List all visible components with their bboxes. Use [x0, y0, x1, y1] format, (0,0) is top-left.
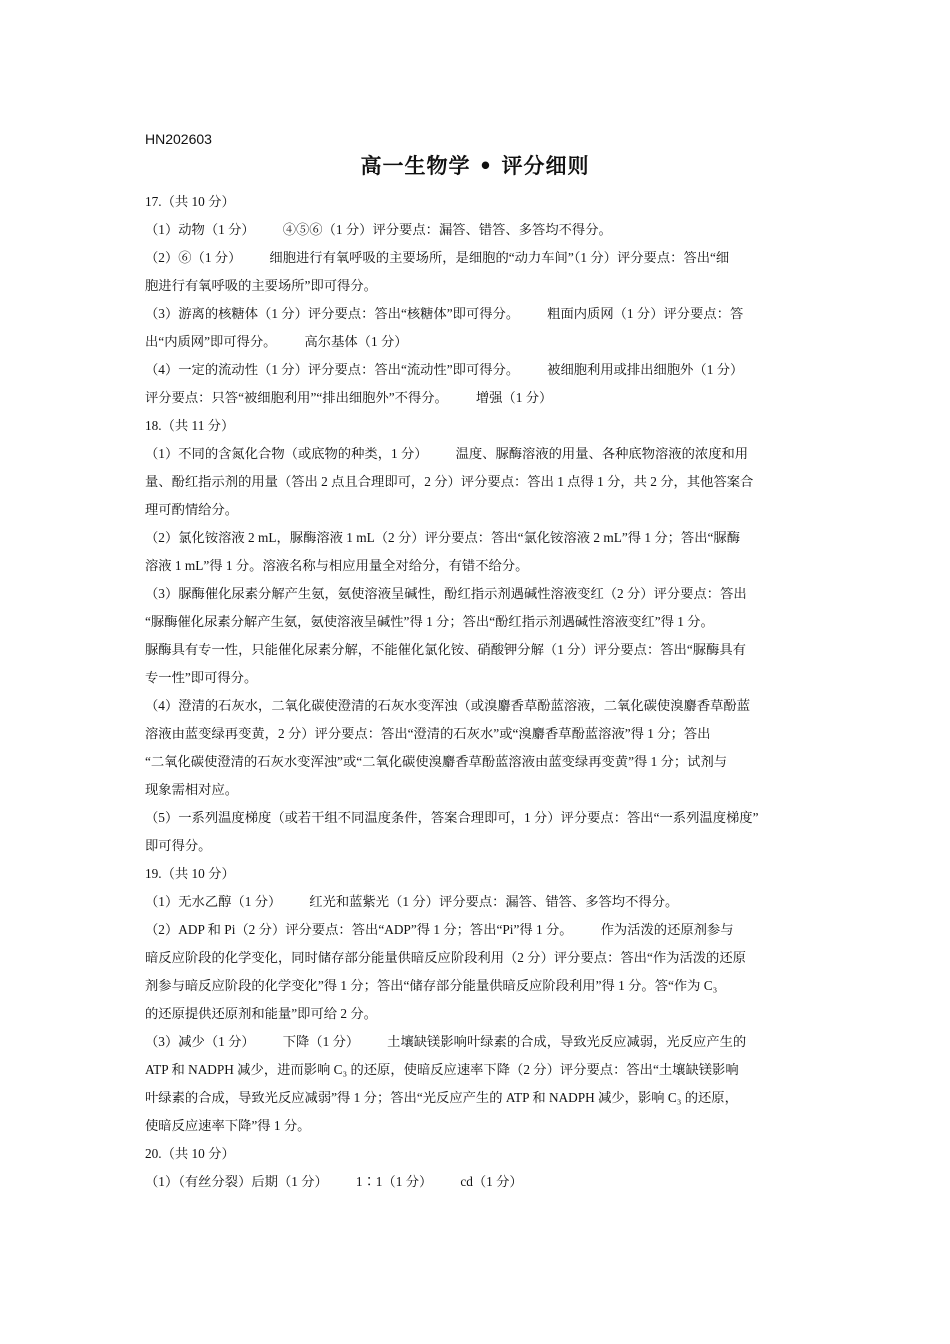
q17-heading: 17.（共 10 分） — [145, 194, 235, 209]
q19-part1-answer-a: （1）无水乙醇（1 分） — [145, 894, 282, 909]
q17-part2 — [145, 244, 815, 272]
q18-part4-cont3: 现象需相对应。 — [145, 782, 239, 797]
q17-part3-cont — [145, 328, 815, 356]
q17-part1-answer-b: ④⑤⑥（1 分）评分要点：漏答、错答、多答均不得分。 — [282, 222, 612, 237]
q18-part1 — [145, 440, 815, 468]
q19-part3-answer-a: （3）减少（1 分） — [145, 1034, 255, 1049]
document-code: HN202603 — [145, 131, 212, 147]
q18-part1-answer-a: （1）不同的含氮化合物（或底物的种类，1 分） — [145, 446, 428, 461]
q18-part4-cont2: “二氧化碳使澄清的石灰水变浑浊”或“二氧化碳使溴麝香草酚蓝溶液由蓝变绿再变黄”得 1 分；试剂与 — [145, 754, 728, 769]
q19-part2-cont2: 剂参与暗反应阶段的化学变化”得 1 分；答出“储存部分能量供暗反应阶段利用”得 1 分。答“作为 C₃ — [145, 978, 718, 993]
q18-part3-cont2: 脲酶具有专一性，只能催化尿素分解，不能催化氯化铵、硝酸钾分解（1 分）评分要点：答出“脲酶具有 — [145, 642, 746, 657]
q17-part4 — [145, 356, 815, 384]
q19-part3 — [145, 1028, 815, 1056]
q18-part4: （4）澄清的石灰水，二氧化碳使澄清的石灰水变浑浊（或溴麝香草酚蓝溶液，二氧化碳使溴麝香草酚蓝 — [145, 698, 751, 713]
q20-part1-answer-b: 1∶1（1 分） — [355, 1174, 433, 1189]
q17-part2-answer-b: 细胞进行有氧呼吸的主要场所，是细胞的“动力车间”（1 分）评分要点：答出“细 — [269, 250, 730, 265]
q17-part3-answer-c: 出“内质网”即可得分。 — [145, 334, 277, 349]
q17-part4-answer-a: （4）一定的流动性（1 分）评分要点：答出“流动性”即可得分。 — [145, 362, 520, 377]
q17-part2-cont: 胞进行有氧呼吸的主要场所”即可得分。 — [145, 278, 377, 293]
q18-part4-cont: 溶液由蓝变绿再变黄，2 分）评分要点：答出“澄清的石灰水”或“溴麝香草酚蓝溶液”得 1 分；答出 — [145, 726, 711, 741]
q17-part3-answer-a: （3）游离的核糖体（1 分）评分要点：答出“核糖体”即可得分。 — [145, 306, 520, 321]
q18-part3: （3）脲酶催化尿素分解产生氨，氨使溶液呈碱性，酚红指示剂遇碱性溶液变红（2 分）评分要点：答出 — [145, 586, 747, 601]
q20-part1 — [145, 1168, 815, 1196]
document-body — [145, 188, 815, 1196]
q17-part3-answer-b: 粗面内质网（1 分）评分要点：答 — [547, 306, 744, 321]
q17-part3-answer-d: 高尔基体（1 分） — [304, 334, 408, 349]
q19-part3-cont3: 使暗反应速率下降”得 1 分。 — [145, 1118, 311, 1133]
q18-heading: 18.（共 11 分） — [145, 418, 235, 433]
q19-heading: 19.（共 10 分） — [145, 866, 235, 881]
q19-part3-cont2: 叶绿素的合成，导致光反应减弱”得 1 分；答出“光反应产生的 ATP 和 NADPH 减少，影响 C₃ 的还原， — [145, 1090, 738, 1105]
q19-part2 — [145, 916, 815, 944]
q20-part1-answer-a: （1）（有丝分裂）后期（1 分） — [145, 1174, 328, 1189]
q19-part3-cont: ATP 和 NADPH 减少，进而影响 C₃ 的还原，使暗反应速率下降（2 分）评分要点：答出“土壤缺镁影响 — [145, 1062, 739, 1077]
q18-part2-cont: 溶液 1 mL”得 1 分。溶液名称与相应用量全对给分，有错不给分。 — [145, 558, 529, 573]
q19-part3-answer-b: 下降（1 分） — [282, 1034, 360, 1049]
q17-part2-answer-a: （2）⑥（1 分） — [145, 250, 242, 265]
q18-part1-cont2: 理可酌情给分。 — [145, 502, 239, 517]
q17-part4-answer-b: 被细胞利用或排出细胞外（1 分） — [547, 362, 744, 377]
q20-part1-answer-c: cd（1 分） — [460, 1174, 523, 1189]
q18-part5-cont: 即可得分。 — [145, 838, 212, 853]
q18-part1-cont: 量、酚红指示剂的用量（答出 2 点且合理即可，2 分）评分要点：答出 1 点得 1 分，共 2 分，其他答案合 — [145, 474, 754, 489]
q19-part2-answer-b: 作为活泼的还原剂参与 — [600, 922, 734, 937]
q17-part4-cont — [145, 384, 815, 412]
q19-part2-cont3: 的还原提供还原剂和能量”即可给 2 分。 — [145, 1006, 377, 1021]
q19-part3-answer-c: 土壤缺镁影响叶绿素的合成，导致光反应减弱，光反应产生的 — [387, 1034, 747, 1049]
q17-part4-answer-d: 增强（1 分） — [475, 390, 553, 405]
q17-part1 — [145, 216, 815, 244]
q19-part1 — [145, 888, 815, 916]
q18-part5: （5）一系列温度梯度（或若干组不同温度条件，答案合理即可，1 分）评分要点：答出“一系列温度梯度” — [145, 810, 759, 825]
q18-part3-cont3: 专一性”即可得分。 — [145, 670, 258, 685]
q17-part4-answer-c: 评分要点：只答“被细胞利用”“排出细胞外”不得分。 — [145, 390, 448, 405]
q18-part3-cont: “脲酶催化尿素分解产生氨，氨使溶液呈碱性”得 1 分；答出“酚红指示剂遇碱性溶液变红”得 1 分。 — [145, 614, 714, 629]
q20-heading: 20.（共 10 分） — [145, 1146, 235, 1161]
q17-part1-answer-a: （1）动物（1 分） — [145, 222, 255, 237]
q18-part1-answer-b: 温度、脲酶溶液的用量、各种底物溶液的浓度和用 — [455, 446, 749, 461]
q19-part2-cont: 暗反应阶段的化学变化，同时储存部分能量供暗反应阶段利用（2 分）评分要点：答出“作为活泼的还原 — [145, 950, 746, 965]
q17-part3 — [145, 300, 815, 328]
q18-part2: （2）氯化铵溶液 2 mL，脲酶溶液 1 mL（2 分）评分要点：答出“氯化铵溶液 2 mL”得 1 分；答出“脲酶 — [145, 530, 741, 545]
page-title: 高一生物学 • 评分细则 — [360, 154, 590, 178]
q19-part1-answer-b: 红光和蓝紫光（1 分）评分要点：漏答、错答、多答均不得分。 — [309, 894, 679, 909]
q19-part2-answer-a: （2）ADP 和 Pi（2 分）评分要点：答出“ADP”得 1 分；答出“Pi”得 1 分。 — [145, 922, 573, 937]
